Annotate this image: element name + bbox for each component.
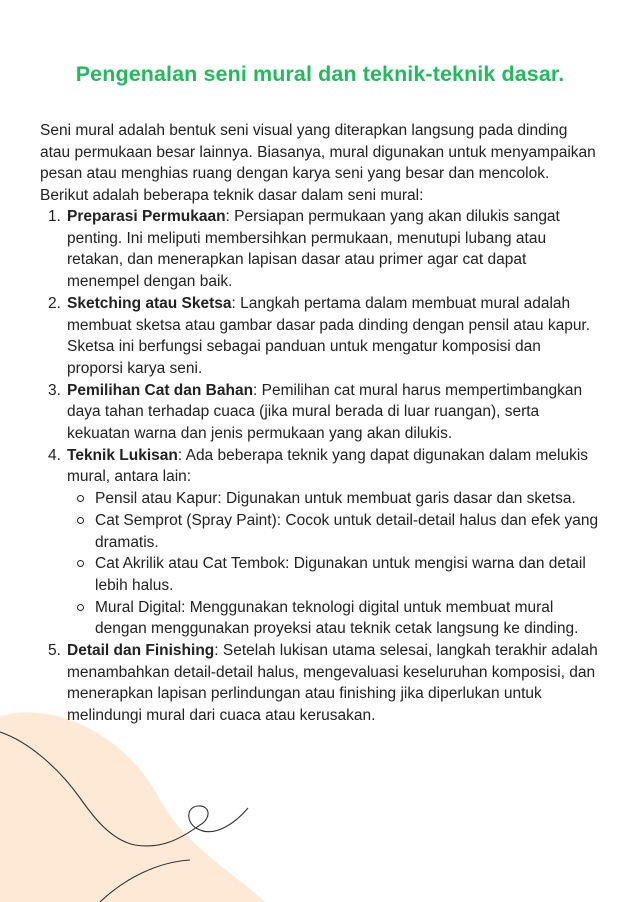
list-item-number: 5 . [48, 640, 61, 662]
list-item-number: 2 . [48, 293, 61, 315]
list-item-description: : Ada beberapa teknik yang dapat digunakan dalam melukis mural, antara lain: [67, 446, 589, 486]
list-item-description: : Setelah lukisan utama selesai, langkah terakhir adalah menambahkan detail-detail halus, mengevaluasi keseluruhan komposisi, dan menerapkan lapisan perlindungan atau finishing jika diperlukan untuk melindungi mural dari cuaca atau kerusakan. [67, 642, 598, 725]
sub-list-item-text: Cat Semprot (Spray Paint): Cocok untuk detail-detail halus dan efek yang dramatis. [95, 511, 599, 551]
sub-list-item [67, 597, 600, 640]
sub-list-item [67, 553, 600, 596]
list-item [40, 380, 600, 445]
page-title: Pengenalan seni mural dan teknik-teknik dasar. [75, 62, 565, 86]
list-item-number: 1 . [48, 206, 61, 228]
list-item-number: 3 . [48, 380, 61, 402]
list-item-description: : Persiapan permukaan yang akan dilukis sangat penting. Ini meliputi membersihkan permukaan, menutupi lubang atau retakan, dan menerapkan lapisan dasar atau primer agar cat dapat menempel dengan baik. [67, 208, 560, 291]
hollow-circle-bullet-icon [77, 495, 84, 502]
list-item-term: Teknik Lukisan [67, 446, 178, 464]
list-item-term: Sketching atau Sketsa [67, 294, 232, 312]
list-item [40, 445, 600, 640]
sub-list-item-text: Pensil atau Kapur: Digunakan untuk membuat garis dasar dan sketsa. [95, 490, 576, 508]
list-item-term: Pemilihan Cat dan Bahan [67, 381, 254, 399]
peach-blob-shape [0, 712, 265, 902]
sub-list [67, 488, 600, 640]
hollow-circle-bullet-icon [77, 560, 84, 567]
sub-list-item-text: Cat Akrilik atau Cat Tembok: Digunakan untuk mengisi warna dan detail lebih halus. [95, 555, 586, 594]
list-item-description: : Pemilihan cat mural harus mempertimbangkan daya tahan terhadap cuaca (jika mural berada di luar ruangan), serta kekuatan warna dan jenis permukaan yang akan dilukis. [67, 381, 583, 443]
sub-list-item-text: Mural Digital: Menggunakan teknologi digital untuk membuat mural dengan menggunakan proyeksi atau teknik cetak langsung ke dinding. [95, 598, 579, 638]
technique-list [40, 206, 600, 727]
hollow-circle-bullet-icon [77, 517, 84, 524]
list-item-description: : Langkah pertama dalam membuat mural adalah membuat sketsa atau gambar dasar pada dinding dengan pensil atau kapur. Sketsa ini berfungsi sebagai panduan untuk mengatur komposisi dan proporsi karya seni. [67, 294, 591, 377]
sub-list-item [67, 510, 600, 553]
hollow-circle-bullet-icon [77, 604, 84, 611]
intro-paragraph: Seni mural adalah bentuk seni visual yang diterapkan langsung pada dinding atau permukaan besar lainnya. Biasanya, mural digunakan untuk menyampaikan pesan atau menghias ruang dengan karya seni yang besar dan mencolok. Berikut adalah beberapa teknik dasar dalam seni mural: [40, 122, 596, 205]
list-item [40, 293, 600, 380]
sub-list-item [67, 488, 600, 510]
list-item [40, 206, 600, 293]
list-item-term: Detail dan Finishing [67, 642, 215, 660]
list-item-term: Preparasi Permukaan [67, 208, 226, 225]
list-item [40, 640, 600, 727]
list-item-number: 4 . [48, 445, 61, 467]
